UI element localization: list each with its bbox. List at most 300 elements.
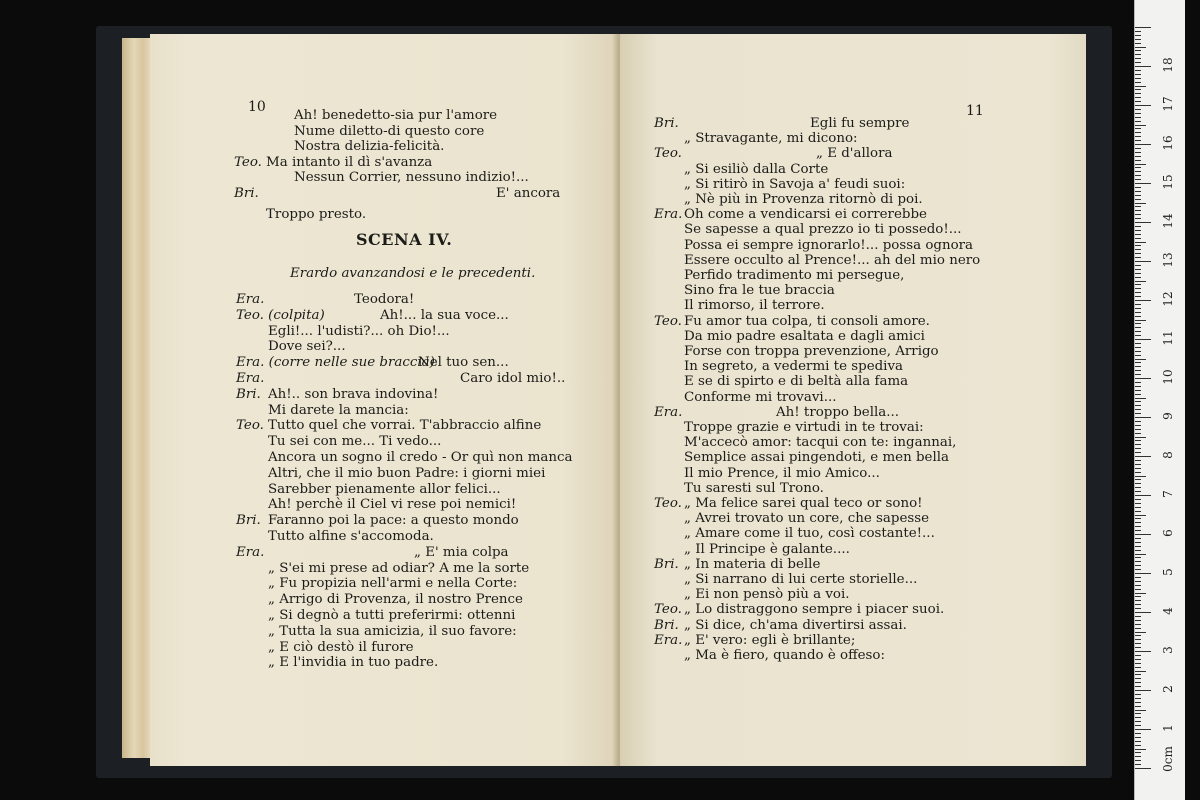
- ruler-tick: [1135, 390, 1141, 391]
- ruler-tick: [1135, 448, 1141, 449]
- ruler-number: 16: [1161, 135, 1175, 151]
- text-line: „ E' vero: egli è brillante;: [684, 632, 856, 648]
- ruler-tick: [1135, 643, 1141, 644]
- text-line: Nume diletto-di questo core: [294, 123, 485, 139]
- ruler-tick: [1135, 323, 1141, 324]
- ruler-tick: [1135, 413, 1141, 414]
- ruler-tick: [1135, 620, 1141, 621]
- text-line: Troppe grazie e virtudi in te trovai:: [684, 420, 924, 435]
- ruler-tick: [1135, 121, 1141, 122]
- ruler-tick: [1135, 503, 1141, 504]
- text-line: Nel tuo sen...: [418, 355, 509, 371]
- text-line: Se sapesse a qual prezzo io ti possedo!...: [684, 222, 962, 238]
- ruler-tick: [1135, 54, 1141, 55]
- ruler-tick: [1135, 667, 1141, 668]
- ruler-tick: [1135, 542, 1141, 543]
- ruler-tick: [1135, 210, 1141, 211]
- ruler-number: 9: [1161, 412, 1175, 420]
- text-line: Tu sei con me... Ti vedo...: [268, 434, 442, 450]
- ruler-tick: [1135, 585, 1141, 586]
- ruler-tick: [1135, 686, 1141, 687]
- ruler-number: 6: [1161, 529, 1175, 537]
- ruler-tick: [1135, 183, 1151, 184]
- ruler-tick: [1135, 557, 1141, 558]
- text-line: „ Si degnò a tutti preferirmi: ottenni: [268, 608, 516, 623]
- ruler-tick: [1135, 421, 1141, 422]
- ruler-tick: [1135, 125, 1146, 126]
- text-line: „ Amare come il tuo, così costante!...: [684, 526, 935, 542]
- ruler-tick: [1135, 694, 1141, 695]
- ruler-tick: [1135, 651, 1151, 652]
- ruler-tick: [1135, 27, 1151, 28]
- ruler-number: 11: [1161, 330, 1175, 346]
- text-line: Possa ei sempre ignorarlo!... possa ognora: [684, 237, 974, 253]
- ruler-tick: [1135, 530, 1141, 531]
- ruler-tick: [1135, 729, 1151, 730]
- ruler-tick: [1135, 164, 1146, 165]
- text-line: „ Nè più in Provenza ritornò di poi.: [684, 192, 923, 207]
- ruler-tick: [1135, 39, 1141, 40]
- text-line: Tu saresti sul Trono.: [684, 480, 824, 496]
- ruler-number: 3: [1161, 646, 1175, 654]
- page-edges: [122, 38, 152, 758]
- ruler-tick: [1135, 577, 1141, 578]
- ruler-tick: [1135, 749, 1146, 750]
- text-line: Ah!.. son brava indovina!: [268, 386, 439, 402]
- page-number: 11: [966, 103, 984, 119]
- text-line: Il rimorso, il terrore.: [684, 298, 825, 314]
- ruler-tick: [1135, 97, 1141, 98]
- ruler-tick: [1135, 273, 1141, 274]
- ruler-tick: [1135, 550, 1141, 551]
- text-line: „ Si dice, ch'ama divertirsi assai.: [684, 617, 907, 633]
- ruler-tick: [1135, 47, 1146, 48]
- ruler-tick: [1135, 526, 1141, 527]
- ruler-tick: [1135, 760, 1141, 761]
- text-line: „ Ei non pensò più a voi.: [684, 587, 850, 603]
- ruler-tick: [1135, 639, 1141, 640]
- ruler-tick: [1135, 429, 1141, 430]
- ruler-tick: [1135, 179, 1141, 180]
- text-line: „ E l'invidia in tuo padre.: [268, 655, 439, 671]
- ruler-tick: [1135, 382, 1141, 383]
- text-line: Oh come a vendicarsi ei correrebbe: [684, 207, 927, 223]
- ruler-tick: [1135, 702, 1141, 703]
- ruler-tick: [1135, 269, 1141, 270]
- ruler-tick: [1135, 378, 1151, 379]
- ruler-tick: [1135, 152, 1141, 153]
- ruler-tick: [1135, 316, 1141, 317]
- text-line: Tutto alfine s'accomoda.: [268, 529, 434, 544]
- ruler-tick: [1135, 351, 1141, 352]
- text-line: „ In materia di belle: [684, 556, 821, 572]
- ruler-tick: [1135, 468, 1141, 469]
- ruler-tick: [1135, 495, 1151, 496]
- ruler-tick: [1135, 518, 1141, 519]
- text-line: Conforme mi trovavi...: [684, 389, 837, 405]
- ruler-tick: [1135, 487, 1141, 488]
- ruler-tick: [1135, 238, 1141, 239]
- ruler-number: 15: [1161, 174, 1175, 190]
- text-line: Sarebber pienamente allor felici...: [268, 481, 501, 497]
- ruler-tick: [1135, 296, 1141, 297]
- ruler-tick: [1135, 58, 1141, 59]
- ruler-tick: [1135, 199, 1141, 200]
- ruler-tick: [1135, 522, 1141, 523]
- text-line: Egli!... l'udisti?... oh Dio!...: [268, 323, 450, 339]
- ruler-tick: [1135, 573, 1151, 574]
- text-line: „ Si esiliò dalla Corte: [684, 161, 829, 177]
- ruler-tick: [1135, 608, 1141, 609]
- ruler-number: 14: [1161, 213, 1175, 229]
- ruler-tick: [1135, 312, 1141, 313]
- ruler-tick: [1135, 261, 1151, 262]
- ruler-tick: [1135, 725, 1141, 726]
- ruler-tick: [1135, 370, 1141, 371]
- ruler-tick: [1135, 374, 1141, 375]
- ruler-tick: [1135, 437, 1146, 438]
- ruler-tick: [1135, 359, 1146, 360]
- text-line: Ah! troppo bella...: [776, 404, 900, 420]
- speaker-label: Era.: [654, 207, 683, 223]
- text-line: Ah! perchè il Ciel vi rese poi nemici!: [268, 497, 517, 513]
- ruler-number: 10: [1161, 369, 1175, 385]
- speaker-label: Era.: [236, 544, 265, 560]
- ruler-tick: [1135, 86, 1146, 87]
- text-line: Forse con troppa prevenzione, Arrigo: [684, 344, 939, 359]
- ruler-tick: [1135, 136, 1141, 137]
- ruler-tick: [1135, 717, 1141, 718]
- ruler-tick: [1135, 331, 1141, 332]
- ruler-tick: [1135, 234, 1141, 235]
- ruler-tick: [1135, 394, 1141, 395]
- ruler-tick: [1135, 655, 1141, 656]
- speaker-label: Era.: [236, 292, 265, 307]
- ruler-tick: [1135, 554, 1146, 555]
- text-line: „ E ciò destò il furore: [268, 639, 414, 655]
- text-line: „ Arrigo di Provenza, il nostro Prence: [268, 592, 523, 608]
- ruler-tick: [1135, 659, 1141, 660]
- ruler-tick: [1135, 335, 1141, 336]
- ruler-tick: [1135, 175, 1141, 176]
- ruler-tick: [1135, 534, 1151, 535]
- text-line: Faranno poi la pace: a questo mondo: [268, 513, 519, 529]
- ruler-tick: [1135, 706, 1141, 707]
- ruler-tick: [1135, 277, 1141, 278]
- ruler-tick: [1135, 113, 1141, 114]
- ruler-tick: [1135, 191, 1141, 192]
- ruler-tick: [1135, 444, 1141, 445]
- ruler-tick: [1135, 366, 1141, 367]
- scale-ruler: [1134, 0, 1185, 800]
- ruler-tick: [1135, 511, 1141, 512]
- text-line: Da mio padre esaltata e dagli amici: [684, 328, 925, 344]
- ruler-tick: [1135, 222, 1151, 223]
- ruler-tick: [1135, 50, 1141, 51]
- ruler-tick: [1135, 140, 1141, 141]
- ruler-tick: [1135, 546, 1141, 547]
- ruler-tick: [1135, 569, 1141, 570]
- text-line: Ah!... la sua voce...: [380, 307, 509, 323]
- ruler-tick: [1135, 538, 1141, 539]
- ruler-tick: [1135, 409, 1141, 410]
- text-line: Semplice assai pingendoti, e men bella: [684, 450, 950, 466]
- text-line: Ma intanto il dì s'avanza: [266, 154, 433, 170]
- ruler-tick: [1135, 596, 1141, 597]
- ruler-tick: [1135, 82, 1141, 83]
- text-line: Ancora un sogno il credo - Or quì non manca: [268, 450, 573, 465]
- ruler-number: 18: [1161, 57, 1175, 73]
- text-line: Essere occulto al Prence!... ah del mio nero: [684, 252, 981, 268]
- ruler-number: 8: [1161, 451, 1175, 459]
- ruler-number: 12: [1161, 291, 1175, 307]
- ruler-tick: [1135, 433, 1141, 434]
- ruler-tick: [1135, 737, 1141, 738]
- text-line: Altri, che il mio buon Padre: i giorni miei: [268, 465, 546, 481]
- ruler-tick: [1135, 292, 1141, 293]
- ruler-tick: [1135, 612, 1151, 613]
- ruler-tick: [1135, 604, 1141, 605]
- ruler-number: 2: [1161, 685, 1175, 693]
- ruler-tick: [1135, 698, 1141, 699]
- speaker-label: Bri.: [654, 556, 679, 572]
- text-line: E' ancora: [496, 185, 561, 201]
- text-line: Caro idol mio!..: [460, 371, 566, 386]
- ruler-tick: [1135, 327, 1141, 328]
- ruler-tick: [1135, 148, 1141, 149]
- ruler-tick: [1135, 355, 1141, 356]
- ruler-tick: [1135, 671, 1146, 672]
- ruler-tick: [1135, 362, 1141, 363]
- ruler-tick: [1135, 710, 1146, 711]
- ruler-tick: [1135, 132, 1141, 133]
- text-line: In segreto, a vedermi te spediva: [684, 359, 904, 375]
- ruler-tick: [1135, 589, 1141, 590]
- ruler-tick: [1135, 624, 1141, 625]
- ruler-tick: [1135, 284, 1141, 285]
- ruler-tick: [1135, 499, 1141, 500]
- ruler-tick: [1135, 721, 1141, 722]
- ruler-tick: [1135, 300, 1151, 301]
- ruler-tick: [1135, 218, 1141, 219]
- text-line: „ Fu propizia nell'armi e nella Corte:: [268, 576, 518, 592]
- ruler-tick: [1135, 308, 1141, 309]
- text-line: „ Ma felice sarei qual teco or sono!: [684, 496, 923, 511]
- ruler-tick: [1135, 768, 1151, 769]
- ruler-tick: [1135, 464, 1141, 465]
- text-line: „ Il Principe è galante....: [684, 541, 850, 557]
- speaker-label: Teo. (colpita): [236, 307, 325, 323]
- ruler-number: 1: [1161, 724, 1175, 732]
- ruler-tick: [1135, 167, 1141, 168]
- text-line: Ah! benedetto-sia pur l'amore: [294, 108, 498, 123]
- speaker-label: Bri.: [236, 386, 261, 402]
- ruler-tick: [1135, 616, 1141, 617]
- text-line: M'accecò amor: tacqui con te: ingannai,: [684, 435, 957, 451]
- speaker-label: Teo.: [234, 154, 262, 170]
- ruler-tick: [1135, 242, 1146, 243]
- text-line: E se di spirto e di beltà alla fama: [684, 374, 909, 390]
- ruler-tick: [1135, 565, 1141, 566]
- ruler-tick: [1135, 101, 1141, 102]
- ruler-tick: [1135, 678, 1141, 679]
- ruler-tick: [1135, 460, 1141, 461]
- ruler-tick: [1135, 491, 1141, 492]
- ruler-number: 4: [1161, 607, 1175, 615]
- ruler-tick: [1135, 281, 1146, 282]
- ruler-tick: [1135, 89, 1141, 90]
- ruler-tick: [1135, 70, 1141, 71]
- ruler-tick: [1135, 593, 1146, 594]
- ruler-tick: [1135, 43, 1141, 44]
- ruler-tick: [1135, 741, 1141, 742]
- ruler-tick: [1135, 682, 1141, 683]
- ruler-tick: [1135, 347, 1141, 348]
- ruler-tick: [1135, 452, 1141, 453]
- ruler-tick: [1135, 304, 1141, 305]
- speaker-label: Teo.: [654, 313, 682, 329]
- ruler-tick: [1135, 253, 1141, 254]
- ruler-tick: [1135, 128, 1141, 129]
- ruler-tick: [1135, 156, 1141, 157]
- ruler-tick: [1135, 690, 1151, 691]
- ruler-tick: [1135, 35, 1141, 36]
- ruler-tick: [1135, 398, 1146, 399]
- speaker-label: Era.: [654, 404, 683, 420]
- text-line: „ Tutta la sua amicizia, il suo favore:: [268, 623, 517, 639]
- ruler-tick: [1135, 745, 1141, 746]
- ruler-tick: [1135, 144, 1151, 145]
- ruler-tick: [1135, 674, 1141, 675]
- text-line: „ E' mia colpa: [414, 544, 509, 560]
- page-number: 10: [248, 99, 266, 115]
- ruler-tick: [1135, 483, 1141, 484]
- ruler-tick: [1135, 456, 1151, 457]
- ruler-tick: [1135, 628, 1141, 629]
- text-line: „ Ma è fiero, quando è offeso:: [684, 648, 885, 663]
- ruler-tick: [1135, 249, 1141, 250]
- speaker-label: Teo.: [654, 602, 682, 618]
- ruler-tick: [1135, 756, 1141, 757]
- text-line: „ Avrei trovato un core, che sapesse: [684, 511, 930, 527]
- ruler-tick: [1135, 405, 1141, 406]
- text-line: „ Stravagante, mi dicono:: [684, 131, 858, 147]
- ruler-tick: [1135, 195, 1141, 196]
- ruler-tick: [1135, 214, 1141, 215]
- ruler-tick: [1135, 105, 1151, 106]
- ruler-tick: [1135, 288, 1141, 289]
- ruler-tick: [1135, 78, 1141, 79]
- ruler-tick: [1135, 226, 1141, 227]
- ruler-number: 17: [1161, 96, 1175, 112]
- ruler-number: 13: [1161, 252, 1175, 268]
- text-line: Perfido tradimento mi persegue,: [684, 268, 905, 283]
- text-line: „ Si narrano di lui certe storielle...: [684, 572, 918, 587]
- text-line: Fu amor tua colpa, ti consoli amore.: [684, 313, 930, 329]
- ruler-tick: [1135, 245, 1141, 246]
- ruler-tick: [1135, 265, 1141, 266]
- ruler-tick: [1135, 515, 1146, 516]
- text-line: „ E d'allora: [816, 146, 893, 162]
- text-line: Tutto quel che vorrai. T'abbraccio alfine: [268, 418, 542, 434]
- ruler-tick: [1135, 472, 1141, 473]
- ruler-tick: [1135, 206, 1141, 207]
- ruler-tick: [1135, 257, 1141, 258]
- ruler-tick: [1135, 647, 1141, 648]
- ruler-tick: [1135, 66, 1151, 67]
- text-line: „ Lo distraggono sempre i piacer suoi.: [684, 602, 945, 618]
- speaker-label: Teo.: [654, 146, 682, 162]
- ruler-tick: [1135, 713, 1141, 714]
- ruler-tick: [1135, 93, 1141, 94]
- ruler-tick: [1135, 764, 1141, 765]
- ruler-unit-label: 0cm: [1161, 746, 1175, 772]
- speaker-label: Bri.: [654, 617, 679, 633]
- ruler-tick: [1135, 479, 1141, 480]
- speaker-label: Era.: [236, 371, 265, 386]
- ruler-tick: [1135, 339, 1151, 340]
- ruler-tick: [1135, 160, 1141, 161]
- text-line: Nostra delizia-felicità.: [294, 139, 445, 154]
- text-line: Mi darete la mancia:: [268, 402, 409, 418]
- ruler-tick: [1135, 62, 1141, 63]
- text-line: Nessun Corrier, nessuno indizio!...: [294, 170, 529, 185]
- scene-title: SCENA IV.: [356, 230, 453, 249]
- ruler-tick: [1135, 581, 1141, 582]
- ruler-tick: [1135, 417, 1151, 418]
- ruler-tick: [1135, 343, 1141, 344]
- ruler-tick: [1135, 600, 1141, 601]
- speaker-label: Era. (corre nelle sue braccia): [236, 355, 435, 371]
- ruler-tick: [1135, 230, 1141, 231]
- stage-direction: Erardo avanzandosi e le precedenti.: [290, 266, 536, 281]
- ruler-tick: [1135, 663, 1141, 664]
- left-page: [150, 34, 618, 766]
- ruler-number: 7: [1161, 490, 1175, 498]
- text-line: Sino fra le tue braccia: [684, 283, 835, 299]
- ruler-tick: [1135, 386, 1141, 387]
- ruler-tick: [1135, 561, 1141, 562]
- ruler-tick: [1135, 320, 1146, 321]
- ruler-tick: [1135, 117, 1141, 118]
- ruler-tick: [1135, 635, 1141, 636]
- ruler-tick: [1135, 74, 1141, 75]
- ruler-tick: [1135, 425, 1141, 426]
- ruler-tick: [1135, 476, 1146, 477]
- text-line: Il mio Prence, il mio Amico...: [684, 465, 880, 481]
- text-line: „ S'ei mi prese ad odiar? A me la sorte: [268, 560, 530, 576]
- ruler-tick: [1135, 632, 1146, 633]
- ruler-tick: [1135, 31, 1141, 32]
- speaker-label: Teo.: [654, 496, 682, 511]
- speaker-label: Bri.: [236, 513, 261, 529]
- speaker-label: Bri.: [654, 116, 679, 131]
- speaker-label: Teo.: [236, 418, 264, 434]
- text-line: „ Si ritirò in Savoja a' feudi suoi:: [684, 176, 906, 192]
- ruler-tick: [1135, 733, 1141, 734]
- ruler-tick: [1135, 440, 1141, 441]
- ruler-tick: [1135, 171, 1141, 172]
- ruler-tick: [1135, 203, 1146, 204]
- text-line: Troppo presto.: [266, 207, 367, 222]
- ruler-tick: [1135, 752, 1141, 753]
- text-line: Teodora!: [354, 292, 415, 307]
- speaker-label: Era.: [654, 632, 683, 648]
- ruler-tick: [1135, 401, 1141, 402]
- text-line: Egli fu sempre: [810, 116, 910, 131]
- ruler-tick: [1135, 187, 1141, 188]
- text-line: Dove sei?...: [268, 339, 346, 355]
